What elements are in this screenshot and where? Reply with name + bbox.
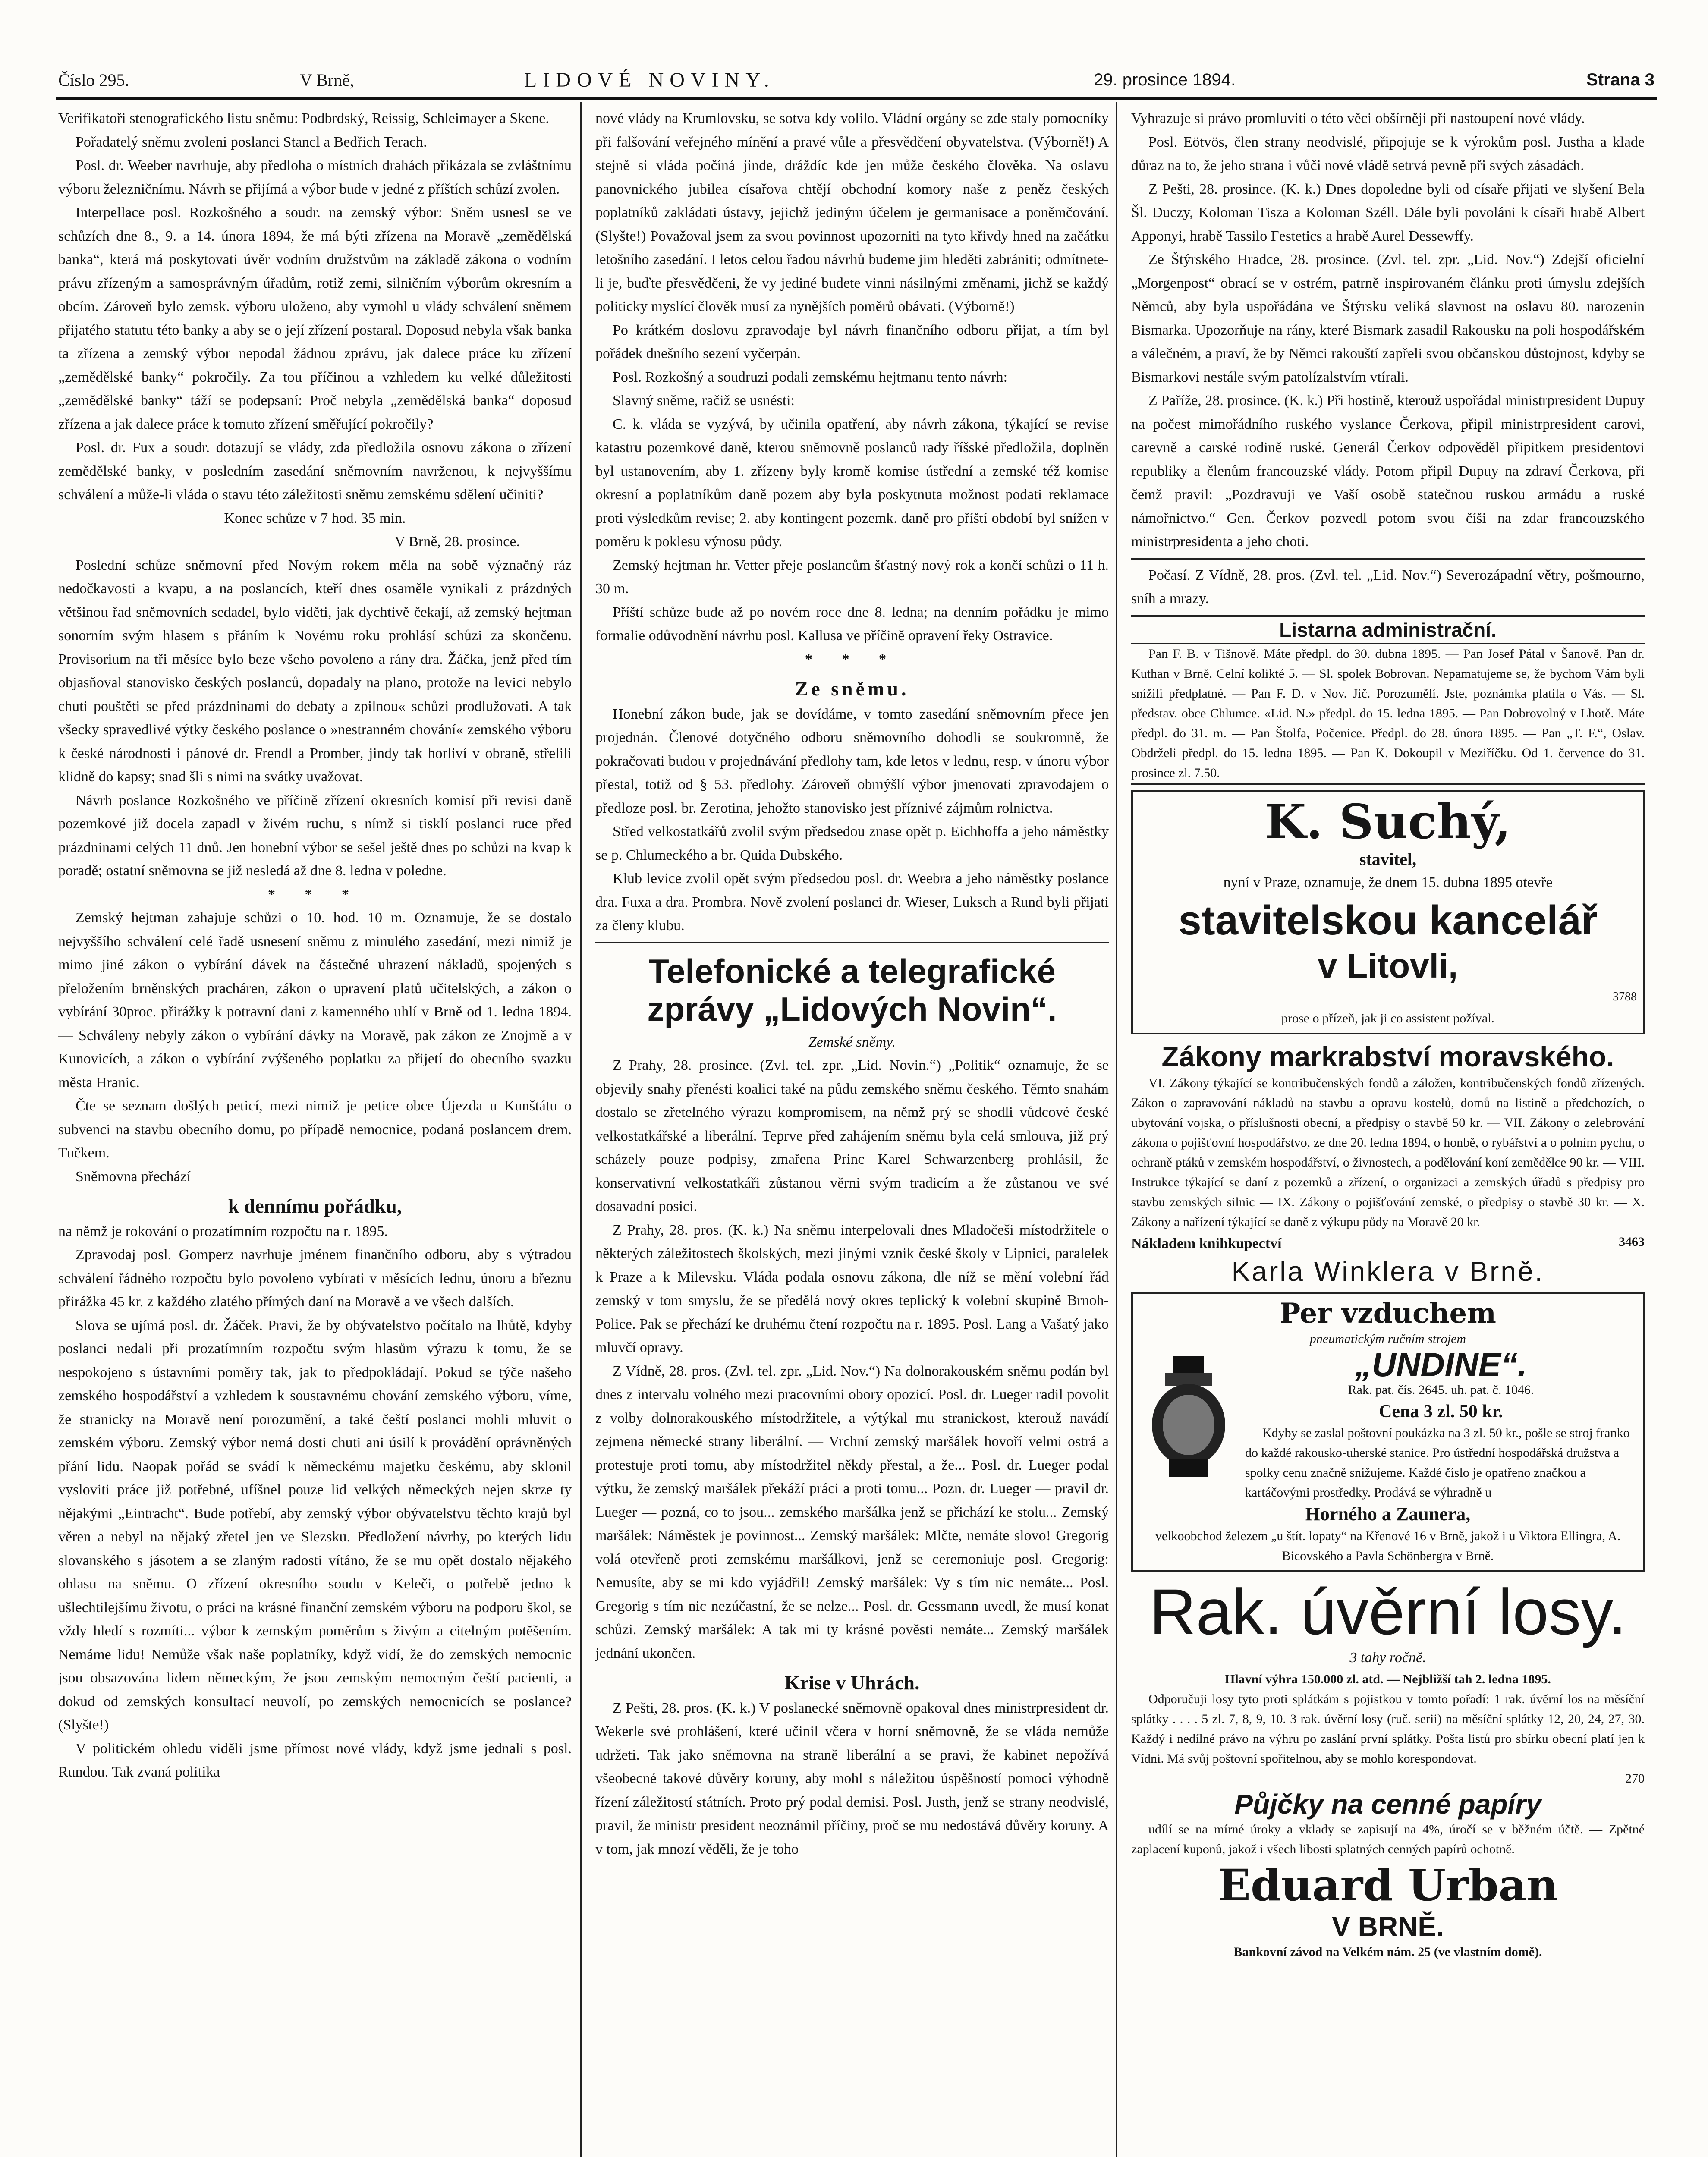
divider xyxy=(595,942,1109,943)
subheading: Zemské sněmy. xyxy=(808,1034,896,1050)
section-stars: * * * xyxy=(805,651,899,667)
article-paragraph: Slova se ujímá posl. dr. Žáček. Pravi, že by obývatelstvo počítalo na lhůtě, kdyby poslanci nedali při prozatímním rozpočtu svým hlasům výrazu k tomu, že se nespokojeno s ústavními poměry tak, jak to předpokládají. Pokud se týče našeho zemského hospodářství a vzhledem k soustavnému chování zemského výboru, víme, že stranicky na Moravě není porozumění, a také čeští poslanci mohli mluvit o zemském výboru. Zemský výbor nemá dosti chuti ani úsilí k provádění oprávněných přání lidu. Naopak pořád se svádí k německému majetku českému, aby sklonil vysloviti práce již potřebné, ufíšnel pouze lid velkých německých nejen skrze ty nějakými „Eintracht“. Bude potřebí, aby zemský výbor obývatelstvu těchto krajů byl věren a nebyl na nějaký zřetel jen ve Slezsku. Předložení návrhy, po kterých lidu slovanského s jásotem a se zlaným radosti vítáno, že se mu opět dostalo nějakého ohlasu na sněmu. O zřízení okresního soudu v Keleči, o potřebě jedno k ušlechtilejšímu životu, o práci na krásné finanční zemském výboru na podporu škol, se vždy hledí s rozmíti... výbor k zemským poměrům s živým a citelným potěšením. Nemáme lidu! Nemůže však naše poplatníky, když vidí, že do zemských nemocnic jsou obsazována lidem německým, že jsou zemským nemocným čeští pacienti, a dokud od zemských konsultací neuvolí, po zemských nemocnicích se poslance? (Slyšte!) xyxy=(58,1317,572,1733)
column-2 xyxy=(595,107,1109,2157)
advert-text: VI. Zákony týkající se kontribučenských fondů a záložen, kontribučenských fondů zřízených. Zákon o zapravování nákladů na stavbu a opravu kostelů, domů na listině a předchozích, o ubytování vojska, o příslušnosti obecní, a předpisy o stavbě 50 kr. — VII. Zákony o zelebrování zákona o pojišťovní hospodářstvo, ze dne 20. ledna 1894, o honbě, o rybářství a o polním pychu, o ochraně ptáků v zemském hospodářství, o živnostech, a podělování koní zemědělce 90 kr. — VIII. Instrukce týkající se daní z pozemků a zřízení, o organizaci a zemských úřadů s předpisy pro stavbu zemských silnic — IX. Zákony o pojišťování zemské, o předpisy o stavbě 30 kr. — X. Zákony a nařízení týkající se daně z výkupu půdy na Moravě 20 kr. xyxy=(1131,1076,1645,1229)
advert-patent: Rak. pat. čís. 2645. uh. pat. č. 1046. xyxy=(1348,1382,1534,1397)
advert-undine xyxy=(1131,1292,1645,1572)
advert-headline: stavitelskou kancelář xyxy=(1178,897,1598,943)
advert-main-prize: Hlavní výhra 150.000 zl. atd. — Nejbližší tah 2. ledna 1895. xyxy=(1225,1672,1551,1686)
page-header xyxy=(58,65,1655,95)
article-paragraph: Po krátkém doslovu zpravodaje byl návrh finančního odboru přijat, a tím byl pořádek dnešního sezení vyčerpán. xyxy=(595,322,1109,362)
issue-number: Číslo 295. xyxy=(58,70,129,90)
article-paragraph: Příští schůze bude až po novém roce dne 8. ledna; na denním pořádku je mimo formalie odůvodnění návrhu posl. Kallusa ve příčině opravení řeky Ostravice. xyxy=(595,604,1109,644)
advert-firm: Karla Winklera v Brně. xyxy=(1231,1255,1544,1287)
article-paragraph: Čte se seznam došlých peticí, mezi nimiž je petice obce Újezda u Kunštátu o subvenci na stavbu obecního domu, po případě nemocnice, podaná poslancem drem. Tučkem. xyxy=(58,1098,572,1161)
article-paragraph: Střed velkostatkářů zvolil svým předsedou znase opět p. Eichhoffa a jeho náměstky se p. Chlumeckého a br. Quida Dubského. xyxy=(595,824,1109,863)
article-paragraph: Z Prahy, 28. pros. (K. k.) Na sněmu interpelovali dnes Mladočeši místodržitele o některých záležitostech školských, mezi jinými vznik české školy v Lipnici, paralelek k Praze a k Milevsku. Vláda podala osnovu zákona, dle níž se mění volební řád zemský v tom smyslu, že se předělá nový okres teplický k volební skupině Brnoh-Police. Pak se přechází ke druhému čtení rozpočtu na r. 1895. Posl. Lang a Vašatý jako mluvčí opravy. xyxy=(595,1222,1109,1355)
advert-publisher: Nákladem knihkupectví xyxy=(1131,1236,1282,1251)
advert-text: nyní v Praze, oznamuje, že dnem 15. dubna 1895 otevře xyxy=(1223,874,1553,890)
telegraph-heading: Telefonické a telegrafické zprávy „Lidových Novin“. xyxy=(647,952,1057,1028)
advert-number: 270 xyxy=(1625,1771,1645,1786)
administration-mailbox xyxy=(1131,615,1645,785)
header-rule xyxy=(56,97,1657,100)
column-rule xyxy=(580,102,582,2157)
article-paragraph: C. k. vláda se vyzývá, by učinila opatření, aby návrh zákona, týkající se revise katastru pozemkové daně, kterou sněmovně poslanců rady říšské předložila, doplněn byl ustanovením, aby 1. zřízeny byly kromě komise ústřední a zemské též komise okresní a poplatníkům daně pozem aby byla poskytnuta možnost podati reklamace proti výsledkům revise; 2. aby kontingent pozemk. daně pro příští období byl snížen v poměru k poklesu výnosu půdy. xyxy=(595,416,1109,550)
article-paragraph: nové vlády na Krumlovsku, se sotva kdy volilo. Vládní orgány se zde staly pomocníky při falšování veřejného mínění a pravé vůle a přesvědčení obyvatelstva. (Výborně!) A stejně si vláda počíná jinde, dráždíc kde jen může českého člověka. Na oslavu panovnického jubilea císařova chtějí obchodní komory naše z peněz českých poplatníků zakládati ústavy, jejichž jediným účelem je germanisace a poněmčování. (Slyšte!) Považoval jsem za svou povinnost upozorniti na tyto křivdy hned na začátku letošního zasedání. I letos celou řadou návrhů budeme jim hleděti zabrániti; odmítnete-li je, buďte přesvědčeni, že vy jediné budete vinni násilnými změnami, jichž se každý politicky myslící člověk musí za nynějších poměrů obávati. (Výborně!) xyxy=(595,110,1109,314)
article-paragraph: Z Prahy, 28. prosince. (Zvl. tel. zpr. „Lid. Novin.“) „Politik“ oznamuje, že se objevily snahy přenésti koalici také na půdu zemského sněmu českého. Těmto snahám dostalo se zřetelného výrazu kompromisem, na němž prý se shodli vůdcové české velkostatkářské a liberální. Teprve před zahájením sněmu byla celá smlouva, již prý scházely pouze podpisy, zmařena Princ Karel Schwarzenberg prohlásil, že konservativní velkostatkáři zůstanou věrni svým tradicím a že zůstanou ve své dosavadní posici. xyxy=(595,1057,1109,1214)
section-heading: Krise v Uhrách. xyxy=(784,1672,920,1694)
section-stars: * * * xyxy=(268,886,362,902)
article-paragraph: Ze Štýrského Hradce, 28. prosince. (Zvl. tel. zpr. „Lid. Nov.“) Zdejší oficielní „Morgenpost“ obrací se v ostrém, patrně inspirovaném článku proti úmyslu zdejších Němců, aby byla uspořádána ve Štýrsku veliká slavnost na oslavu 80. narozenin Bismarka. Upozorňuje na rány, které Bismark zasadil Rakousku na poli hospodářském a válečném, a praví, že by Němci rakouští zapřeli svou občanskou důstojnost, kdyby se Bismarkovi nestále svým patolízalstvím vtírali. xyxy=(1131,252,1645,385)
article-paragraph: Slavný sněme, račiž se usnésti: xyxy=(613,393,795,409)
article-paragraph: Z Pešti, 28. prosince. (K. k.) Dnes dopoledne byli od císaře přijati ve slyšení Bela Šl. Duczy, Koloman Tisza a Koloman Széll. Dále byli povoláni k císaři hrabě Albert Apponyi, hrabě Tassilo Festetics a hrabě Aurel Dessewffy. xyxy=(1131,181,1645,244)
advert-title: Půjčky na cenné papíry xyxy=(1234,1789,1541,1820)
article-paragraph: Interpellace posl. Rozkošného a soudr. na zemský výbor: Sněm usnesl se ve schůzích dne 8., 9. a 14. února 1894, že má býti zřízena na Moravě „zemědělská banka“, která má poskytovati úvěr vodním družstvům na základě zákona o vodním právu zřízeným a samosprávným úřadům, rotiž zemi, silničním výborům okresním a obcím. Zároveň bylo zemsk. výboru uloženo, aby vymohl u vlády schválení sněmem přijatého statutu této banky a aby se o její zřízení postaral. Doposud nebyla však banka ta zřízena a zemský výbor nepodal žádnou zprávu, jak dalece práce ku zřízení „zemědělské banky“ pokročily. Za tou příčinou a vzhledem ku velké důležitosti „zemědělské banky“ táží se podepsaní: Proč nebyla „zemědělská banka“ doposud zřízena a jak dalece práce k tomuto zřízení směřující pokročily? xyxy=(58,204,572,432)
advert-title: Per vzduchem xyxy=(1280,1297,1496,1330)
masthead-title: LIDOVÉ NOVINY. xyxy=(524,68,775,91)
advert-lottery xyxy=(1131,1577,1645,1789)
column-3 xyxy=(1131,107,1645,2157)
advert-price: Cena 3 zl. 50 kr. xyxy=(1379,1401,1503,1421)
article-paragraph: V politickém ohledu viděli jsme přímost nové vlády, když jsme jednali s posl. Rundou. Tak zvaná politika xyxy=(58,1740,572,1780)
advert-suchy xyxy=(1131,790,1645,1035)
article-paragraph: Z Vídně, 28. pros. (Zvl. tel. zpr. „Lid. Nov.“) Na dolnorakouském sněmu podán byl dnes z intervalu volného mezi pracovními obory opozicí. Posl. dr. Lueger radil povolit z volby dolnorakouského místodržitele, a výtýkal mu stranickost, kterouž navádí zejmena německé strany liberální. — Vrchní zemský maršálek hovoří velmi ostrá a protestuje proti tomu, aby místodržitel někdy přestal, a že... Posl. dr. Lueger podal výtku, že zemský maršálek překáží práci a proti tomu... Pozn. dr. Lueger — pravil dr. Lueger — pozná, co to jsou... zemského maršálka jenž se přichází ke stolu... Zemský maršálek: Náměstek je povinnost... Zemský maršálek: Mlčte, nemáte slovo! Gregorig volá otevřeně proti zemskému maršálkovi, jenž se ceremoniuje posl. Gregorig: Nemusíte, aby se mi kdo vyjádřil! Zemský maršálek: Vy s tím nic nemáte... Posl. Gregorig s tím nic nezúčastní, že se nelze... Posl. dr. Gessmann uvedl, že musí konat schůzi. Zemský maršálek: A tak mi ty krásné pověsti nemáte... Zemský maršálek jednání ukončen. xyxy=(595,1363,1109,1661)
advert-title: Rak. úvěrní losy. xyxy=(1149,1575,1626,1648)
advert-role: stavitel, xyxy=(1359,849,1417,869)
advert-text: Kdyby se zaslal poštovní poukázka na 3 zl. 50 kr., pošle se stroj franko do každé rakousko-uherské stanice. Pro ústřední hospodářská družstva a spolky cenu značně snižujeme. Každé číslo je opatřeno značkou a kartáčovými prostředky. Prodává se výhradně u xyxy=(1245,1426,1630,1500)
article-paragraph: Pořadatelý sněmu zvoleni poslanci Stancl a Bedřich Terach. xyxy=(75,134,427,150)
advert-text: udílí se na mírné úroky a vklady se zapisují na 4%, úročí se v běžném účtě. — Zpětné zaplacení kuponů, jakož i všech libosti splatných cenných papírů ochotně. xyxy=(1131,1822,1645,1856)
column-rule xyxy=(1116,102,1117,2157)
weather-report: Počasí. Z Vídně, 28. pros. (Zvl. tel. „Lid. Nov.“) Severozápadní větry, pošmourno, sníh a mrazy. xyxy=(1131,567,1645,607)
article-paragraph: Poslední schůze sněmovní před Novým rokem měla na sobě význačný ráz nedočkavosti a kvapu, a na poslancích, kteří dnes osaměle vynikali z prázdných většinou řad sněmovních sedadel, bylo viděti, jak dychtivě čekají, až zemský hejtman sonorním svým hlasem s přáním k Novému roku prohlásí schůzi za skončenu. Provisorium na tři měsíce bylo beze všeho povoleno a rány dra. Žáčka, jenž před tím objasňoval stanovisko českých poslanců, dopadaly na plano, protože na levici nebylo chuti pouštěti se před prázdninami do debaty a zpilnou« schůzi prodlužovati. A tak všecky spravedlivé výtky českého poslance o »nestranném chování« zemského výboru k české národnosti i pánové dr. Frendl a Promber, jindy tak horliví v obraně, střelili klidně do kapsy; snad šli s nimi na svátky uvažovat. xyxy=(58,557,572,785)
advert-laws xyxy=(1131,1040,1645,1287)
advert-firm: Eduard Urban xyxy=(1217,1860,1558,1911)
advert-number: 3788 xyxy=(1613,990,1637,1003)
advert-title: Zákony markrabství moravského. xyxy=(1161,1041,1614,1072)
pump-illustration xyxy=(1139,1352,1238,1481)
advert-number: 3463 xyxy=(1619,1235,1645,1249)
advert-subtitle: pneumatickým ručním strojem xyxy=(1309,1331,1466,1346)
advert-brand: „UNDINE“. xyxy=(1355,1345,1527,1383)
dateline: V Brně, 28. prosince. xyxy=(394,534,520,550)
article-paragraph: Vyhrazuje si právo promluviti o této věci obšírněji při nastoupení nové vlády. xyxy=(1131,110,1585,126)
advert-footer: prose o přízeň, jak ji co assistent požíval. xyxy=(1281,1011,1495,1025)
article-paragraph: Zemský hejtman zahajuje schůzi o 10. hod. 10 m. Oznamuje, že se dostalo nejvyššího schválení celé řadě usnesení sněmu z minulého zasedání, mezi nimiž je mimo jiné zákon o vybírání dávek na částečné uhrazení nákladů, spojených s přeložením brněnských pracháren, zákon o upravení platů učitelských, a zákon o vybírání 30proc. přirážky k potravní dani z kamenného uhlí v Brně od 1. ledna 1894. — Schváleny nebyly zákon o vybírání dávky na Moravě, pak zákon ze Znojmě a v Kunovicích, a zákon o vybírání zvýšeného poplatku za přijetí do obecního svazku města Hranic. xyxy=(58,910,572,1091)
page-number: Strana 3 xyxy=(1586,70,1655,89)
advert-firm: Horného a Zaunera, xyxy=(1305,1503,1471,1525)
advert-footer: Bankovní závod na Velkém nám. 25 (ve vlastním domě). xyxy=(1233,1945,1542,1959)
mailbox-text: Pan F. B. v Tišnově. Máte předpl. do 30. dubna 1895. — Pan Josef Pátal v Šanově. Pan dr. Kuthan v Brně, Celní kolikté 5. — Sl. spolek Bobrovan. Nepamatujeme se, že bychom Vám byli snížili předplatné. — Pan F. D. v Nov. Jič. Porozumělí. Jste, poznámka platila o Vás. — Sl. představ. obce Chlumce. «Lid. N.» předpl. do 15. ledna 1895. — Pan Dobrovolný v Lhotě. Máte předpl. do 31. m. — Pan Štolfa, Počenice. Předpl. do 28. února 1895. — Pan „T. F.“, Oslav. Obdrželi předpl. do 15. ledna 1895. — Pan K. Dokoupil v Meziříčku. Od 1. července do 31. prosince zl. 7.50. xyxy=(1131,646,1645,780)
advert-name: K. Suchý, xyxy=(1264,793,1511,849)
article-paragraph: na němž je rokování o prozatímním rozpočtu na r. 1895. xyxy=(58,1223,388,1239)
mailbox-heading: Listarna administrační. xyxy=(1131,617,1645,644)
article-paragraph: Návrh poslance Rozkošného ve příčině zřízení okresních komisí při revisi daně pozemkové již docela zapadl v živém ruchu, s nímž si tisklí poslanci ruce před prázdninami celých 11 dnů. Jen honební výbor se sešel ještě dnes po schůzi na kvap k poradě; ostatní sněmovna se již nesledá až dne 8. ledna v poledne. xyxy=(58,792,572,879)
advert-city: V BRNĚ. xyxy=(1332,1911,1444,1942)
article-paragraph: Posl. Rozkošný a soudruzi podali zemskému hejtmanu tento návrh: xyxy=(613,369,1008,385)
advert-publisher-line xyxy=(1131,1232,1645,1256)
advert-city: v Litovli, xyxy=(1318,946,1458,985)
article-paragraph: Sněmovna přechází xyxy=(75,1168,191,1185)
article-paragraph: Posl. Eötvös, člen strany neodvislé, připojuje se k výrokům posl. Justha a klade důraz na to, že jeho strana i vůči nové vládě setrvá pevně při svých zásadách. xyxy=(1131,134,1645,173)
article-paragraph: Posl. dr. Fux a soudr. dotazují se vlády, zda předložila osnovu zákona o zřízení zemědělské banky, v posledním zasedání sněmovním navrženou, k nejvyššímu schválení a může-li vláda o stavu této záležitosti sněmu zemskému sdělení učiniti? xyxy=(58,440,572,503)
article-paragraph: Honební zákon bude, jak se dovídáme, v tomto zasedání sněmovním přece jen projednán. Členové dotyčného odboru sněmovního dohodli se soukromně, že pokračovati budou v projednávání předlohy tam, kde letos v lednu, resp. v únoru výbor přestal, totiž od § 53. předlohy. Zároveň obmýšlí výbor jmenovati zpravodajem o předloze posl. br. Zerotina, jehožto stanovisko jest příznivé zájmům rolnictva. xyxy=(595,706,1109,816)
city: V Brně, xyxy=(300,70,354,90)
advert-text: Odporučuji losy tyto proti splátkám s pojistkou v tomto pořadí: 1 rak. úvěrní los na měsíční splátky . . . . 5 zl. 7, 8, 9, 10. 3 rak. úvěrní losy (ruč. serii) na měsíční splátky 12, 20, 24, 27, 30. Každý i nedílné právo na výhru po zaslání první splátky. Pošta listů pro sbírku obecní platí jen k Vídni. Má svůj poštovní spořitelnou, aby se mohlo korespondovat. xyxy=(1131,1692,1645,1766)
article-paragraph: Z Pešti, 28. pros. (K. k.) V poslanecké sněmovně opakoval dnes ministrpresident dr. Wekerle své prohlášení, které učinil včera v horní sněmovně, že se vláda nemůže udržeti. Tak jako sněmovna na straně liberální a se pravi, že kabinet nepožívá všeobecné takové důvěry koruny, aby mohl s náležitou úspěšností pomoci výhodně řízení záležitostí státních. Proto prý podal demisi. Posl. Justh, jenž se strany neodvislé, pravil, že ministr president neoznámil příčiny, proč se mu nedostává důvěry koruny. A v tom, jak mnozí věděli, že je toho xyxy=(595,1700,1109,1857)
issue-date: 29. prosince 1894. xyxy=(1094,70,1236,89)
divider xyxy=(1131,558,1645,560)
article-paragraph: Posl. dr. Weeber navrhuje, aby předloha o místních drahách přikázala se zvláštnímu výboru železničnímu. Návrh se přijímá a výbor bude v jedné z příštích schůzí zvolen. xyxy=(58,157,572,197)
advert-urban xyxy=(1131,1789,1645,1962)
article-paragraph: Zemský hejtman hr. Vetter přeje poslancům šťastný nový rok a končí schůzi o 11 h. 30 m. xyxy=(595,557,1109,597)
section-heading: k dennímu pořádku, xyxy=(228,1195,402,1217)
article-paragraph: Z Paříže, 28. prosince. (K. k.) Při hostině, kterouž uspořádal ministrpresident Dupuy na počest mimořádního ruského vyslance Čerkova, připil ministrpresident carovi, carevně a carské rodině ruské. Generál Čerkov odpověděl připitkem presidentovi republiky a členům francouzské vlády. Potom připil Dupuy na zdraví Čerkova, při čemž pravil: „Pozdravuji ve Vaší osobě statečnou ruskou armádu a ruské námořnictvo.“ Gen. Čerkov pozvedl potom svou číši na zdar francouzského ministrpresidenta a jeho choti. xyxy=(1131,393,1645,550)
article-paragraph: Zpravodaj posl. Gomperz navrhuje jménem finančního odboru, aby s výtradou schválení řádného rozpočtu bylo povoleno vybírati v měsících lednu, únoru a březnu přirážka 45 kr. z každého zlatého přímých daní na Moravě a ve všech dalších. xyxy=(58,1247,572,1310)
article-paragraph: Konec schůze v 7 hod. 35 min. xyxy=(224,510,406,526)
article-paragraph: Klub levice zvolil opět svým předsedou posl. dr. Weebra a jeho náměstky poslance dra. Fuxa a dra. Prombra. Nově zvolení poslanci dr. Wieser, Luksch a Rund byli přijati za členy klubu. xyxy=(595,871,1109,934)
advert-address: velkoobchod železem „u štít. lopaty“ na Křenové 16 v Brně, jakož i u Viktora Ellingra, A. Bicovského a Pavla Schönbergra v Brně. xyxy=(1155,1528,1621,1563)
advert-subtitle: 3 tahy ročně. xyxy=(1349,1649,1426,1666)
article-paragraph: Verifikatoři stenografického listu sněmu: Podbrdský, Reissig, Schleimayer a Skene. xyxy=(58,110,549,126)
column-1 xyxy=(58,107,572,2157)
section-heading: Ze sněmu. xyxy=(795,678,909,700)
